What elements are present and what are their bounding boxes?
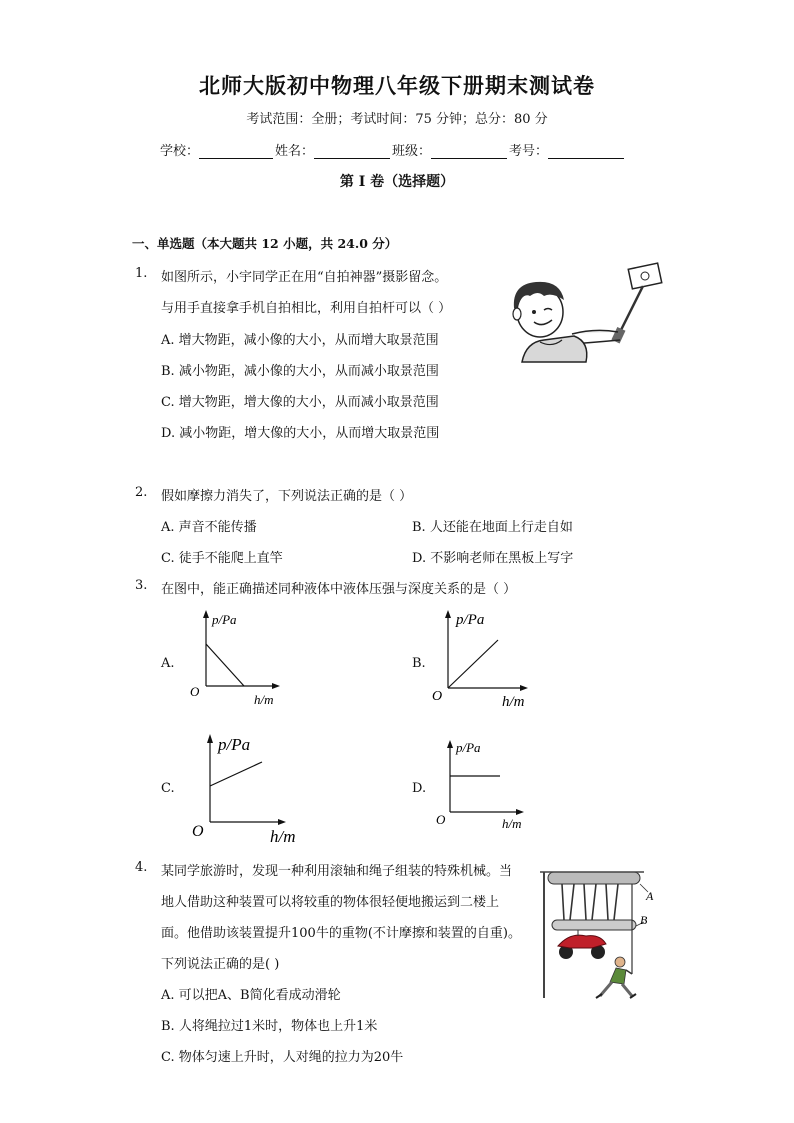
graph-d-xlabel: h/m (502, 816, 522, 831)
question-1-option-c[interactable]: C. 增大物距，增大像的大小，从而减小取景范围 (161, 395, 439, 410)
question-4-line-4: 下列说法正确的是( ) (161, 957, 280, 972)
question-4-option-c[interactable]: C. 物体匀速上升时，人对绳的拉力为20牛 (161, 1050, 404, 1065)
question-4-line-3: 面。他借助该装置提升100牛的重物(不计摩擦和装置的自重)。 (161, 926, 521, 941)
id-label: 考号： (509, 144, 549, 159)
graph-b-xlabel: h/m (502, 694, 525, 710)
question-2-line-1: 假如摩擦力消失了，下列说法正确的是（ ） (161, 489, 413, 504)
school-label: 学校： (160, 144, 200, 159)
question-3-line-1: 在图中，能正确描述同种液体中液体压强与深度关系的是（ ） (161, 582, 517, 597)
graph-d[interactable] (432, 736, 542, 836)
name-blank[interactable] (314, 144, 390, 159)
graph-d-origin: O (436, 812, 446, 827)
question-3-option-b[interactable]: B. (412, 656, 426, 671)
class-blank[interactable] (431, 144, 507, 159)
exam-title: 北师大版初中物理八年级下册期末测试卷 (199, 73, 595, 98)
graph-a-ylabel: p/Pa (212, 612, 237, 627)
graph-c[interactable] (190, 728, 310, 846)
graph-a-origin: O (190, 684, 200, 699)
question-4-option-a[interactable]: A. 可以把A、B简化看成动滑轮 (161, 988, 341, 1003)
graph-c-origin: O (192, 823, 204, 840)
graph-d-ylabel: p/Pa (456, 740, 481, 755)
question-1-number: 1. (135, 266, 148, 281)
graph-a-xlabel: h/m (254, 692, 274, 706)
question-3-option-c[interactable]: C. (161, 781, 175, 796)
question-4-number: 4. (135, 860, 148, 875)
graph-c-xlabel: h/m (270, 827, 296, 846)
student-info-fields (160, 140, 626, 159)
question-1-line-2: 与用手直接拿手机自拍相比，利用自拍杆可以（ ） (161, 301, 452, 316)
question-2-number: 2. (135, 485, 148, 500)
question-3-option-d[interactable]: D. (412, 781, 427, 796)
graph-c-ylabel: p/Pa (218, 735, 251, 754)
question-4-line-1: 某同学旅游时，发现一种利用滚轴和绳子组装的特殊机械。当 (161, 864, 513, 879)
roller-apparatus-illustration (540, 848, 662, 1004)
question-2-option-d[interactable]: D. 不影响老师在黑板上写字 (412, 551, 574, 566)
name-label: 姓名： (275, 144, 315, 159)
graph-c-line (210, 762, 262, 786)
label-b: B (640, 913, 648, 927)
selfie-stick-illustration (500, 262, 670, 364)
exam-subtitle: 考试范围：全册；考试时间：75 分钟；总分：80 分 (246, 112, 548, 127)
graph-b[interactable] (430, 606, 550, 710)
question-3-number: 3. (135, 578, 148, 593)
question-2-option-c[interactable]: C. 徒手不能爬上直竿 (161, 551, 283, 566)
question-1-option-d[interactable]: D. 减小物距，增大像的大小，从而增大取景范围 (161, 426, 440, 441)
question-1-option-b[interactable]: B. 减小物距，减小像的大小，从而减小取景范围 (161, 364, 439, 379)
question-1-option-a[interactable]: A. 增大物距，减小像的大小，从而增大取景范围 (161, 333, 439, 348)
graph-b-ylabel: p/Pa (456, 612, 485, 628)
section-heading: 一、单选题（本大题共 12 小题，共 24.0 分） (132, 236, 398, 251)
question-4-option-b[interactable]: B. 人将绳拉过1米时，物体也上升1米 (161, 1019, 378, 1034)
question-2-option-b[interactable]: B. 人还能在地面上行走自如 (412, 520, 573, 535)
id-blank[interactable] (548, 144, 624, 159)
school-blank[interactable] (199, 144, 273, 159)
question-1-line-1: 如图所示，小宇同学正在用“自拍神器”摄影留念。 (161, 270, 448, 285)
class-label: 班级： (392, 144, 432, 159)
volume-heading: 第 I 卷（选择题） (339, 174, 455, 190)
graph-a-line (206, 644, 244, 686)
graph-b-line (448, 640, 498, 688)
question-4-line-2: 地人借助这种装置可以将较重的物体很轻便地搬运到二楼上 (161, 895, 500, 910)
graph-a[interactable] (190, 606, 300, 706)
label-a: A (646, 889, 654, 903)
graph-b-origin: O (432, 689, 443, 704)
question-3-option-a[interactable]: A. (161, 656, 175, 671)
question-2-option-a[interactable]: A. 声音不能传播 (161, 520, 257, 535)
